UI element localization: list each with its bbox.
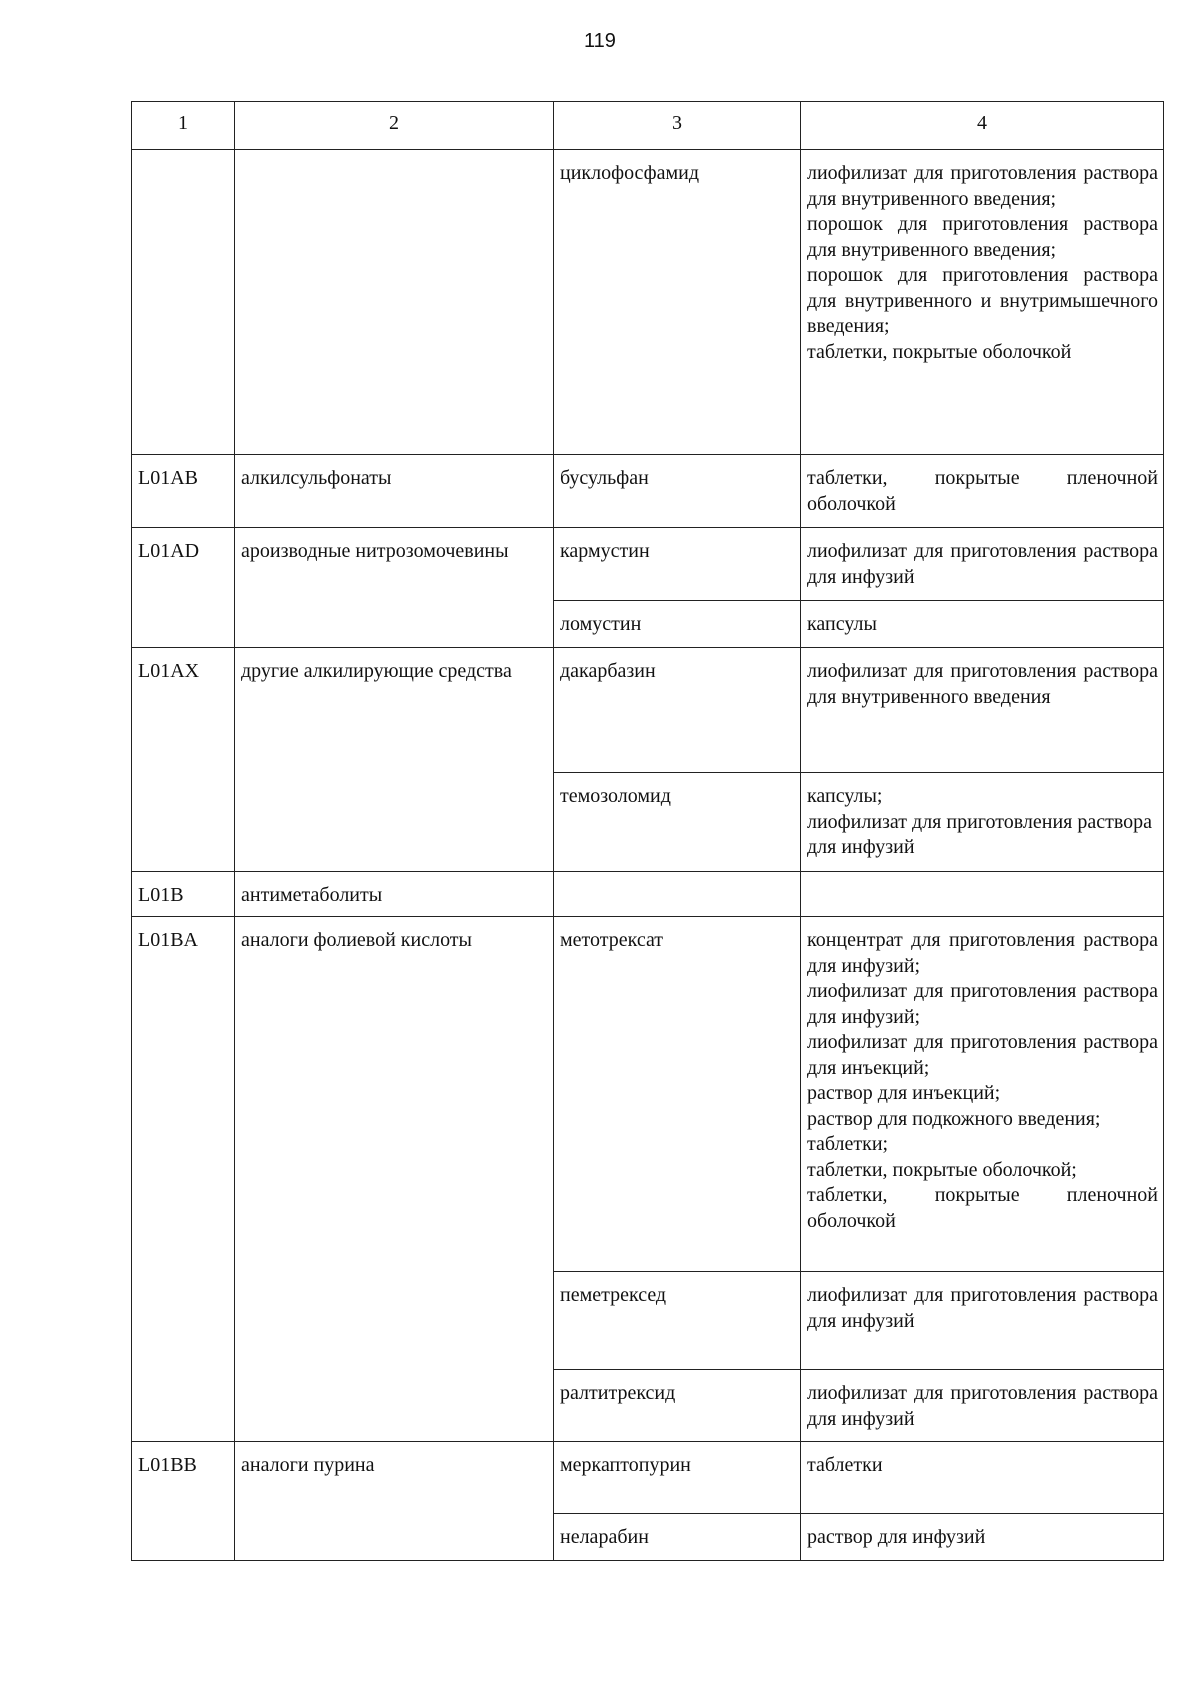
dosage-form-cell: лиофилизат для приготовления раствора для инфузий — [801, 528, 1164, 601]
column-header-drug: 3 — [554, 102, 801, 150]
atc-code-cell — [132, 150, 235, 455]
group-name-cell: другие алкилирующие средства — [235, 648, 554, 872]
dosage-form: таблетки, покрытые оболочкой — [807, 340, 1072, 363]
group-name-cell: антиметаболиты — [235, 872, 554, 917]
drug-name-cell: темозоломид — [554, 773, 801, 872]
dosage-form: раствор для подкожного введения; — [807, 1107, 1101, 1130]
dosage-form: лиофилизат для приготовления раствора для инфузий — [807, 810, 1153, 858]
dosage-form-cell — [801, 917, 1164, 1272]
drug-name-cell: меркаптопурин — [554, 1442, 801, 1514]
drug-name-cell: бусульфан — [554, 455, 801, 528]
group-name-cell: алкилсульфонаты — [235, 455, 554, 528]
group-name-cell: ароизводные нитрозомочевины — [235, 528, 554, 648]
dosage-form: таблетки; — [807, 1133, 889, 1155]
drug-name-cell: кармустин — [554, 528, 801, 601]
dosage-form: раствор для инъекций; — [807, 1082, 1001, 1104]
dosage-form-cell: раствор для инфузий — [801, 1514, 1164, 1561]
drug-name-cell: ралтитрексид — [554, 1370, 801, 1442]
dosage-form-cell — [801, 773, 1164, 872]
table-row — [132, 528, 1164, 601]
column-header-code: 1 — [132, 102, 235, 150]
drug-name-cell: циклофосфамид — [554, 150, 801, 455]
dosage-form: таблетки, покрытые пленочной оболочкой — [807, 1184, 1158, 1232]
dosage-form: лиофилизат для приготовления раствора для инфузий; — [807, 980, 1158, 1028]
drug-name-cell: метотрексат — [554, 917, 801, 1272]
drug-name-cell: дакарбазин — [554, 648, 801, 773]
dosage-form-cell — [801, 872, 1164, 917]
dosage-form: концентрат для приготовления раствора для инфузий; — [807, 929, 1158, 977]
atc-code-cell: L01AX — [132, 648, 235, 872]
table-row — [132, 455, 1164, 528]
group-name-cell: аналоги пурина — [235, 1442, 554, 1561]
group-name-cell — [235, 150, 554, 455]
column-header-form: 4 — [801, 102, 1164, 150]
table-row — [132, 1442, 1164, 1514]
table-row — [132, 150, 1164, 455]
drug-name-cell: пеметрексед — [554, 1272, 801, 1370]
dosage-form-cell — [801, 150, 1164, 455]
drug-name-cell: ломустин — [554, 601, 801, 648]
dosage-form-cell: таблетки — [801, 1442, 1164, 1514]
dosage-form: лиофилизат для приготовления раствора для внутривенного введения; — [807, 162, 1158, 210]
dosage-form: таблетки, покрытые оболочкой; — [807, 1158, 1077, 1181]
dosage-form: порошок для приготовления раствора для внутривенного и внутримышечного введения; — [807, 264, 1158, 337]
drug-name-cell — [554, 872, 801, 917]
drug-table — [131, 101, 1164, 1561]
dosage-form-cell: лиофилизат для приготовления раствора для инфузий — [801, 1272, 1164, 1370]
table-row — [132, 648, 1164, 773]
dosage-form-cell: таблетки, покрытые пленочной оболочкой — [801, 455, 1164, 528]
dosage-form-cell: лиофилизат для приготовления раствора для внутривенного введения — [801, 648, 1164, 773]
atc-code-cell: L01AB — [132, 455, 235, 528]
header-row — [132, 102, 1164, 150]
table-row — [132, 872, 1164, 917]
page-number: 119 — [584, 30, 616, 52]
dosage-form: порошок для приготовления раствора для внутривенного введения; — [807, 213, 1158, 261]
drug-name-cell: неларабин — [554, 1514, 801, 1561]
group-name-cell: аналоги фолиевой кислоты — [235, 917, 554, 1442]
dosage-form-cell: лиофилизат для приготовления раствора для инфузий — [801, 1370, 1164, 1442]
dosage-form-cell: капсулы — [801, 601, 1164, 648]
atc-code-cell: L01BA — [132, 917, 235, 1442]
atc-code-cell: L01BB — [132, 1442, 235, 1561]
dosage-form: лиофилизат для приготовления раствора для инъекций; — [807, 1031, 1158, 1079]
atc-code-cell: L01AD — [132, 528, 235, 648]
column-header-group: 2 — [235, 102, 554, 150]
dosage-form: капсулы; — [807, 785, 883, 807]
atc-code-cell: L01B — [132, 872, 235, 917]
table-row — [132, 917, 1164, 1272]
